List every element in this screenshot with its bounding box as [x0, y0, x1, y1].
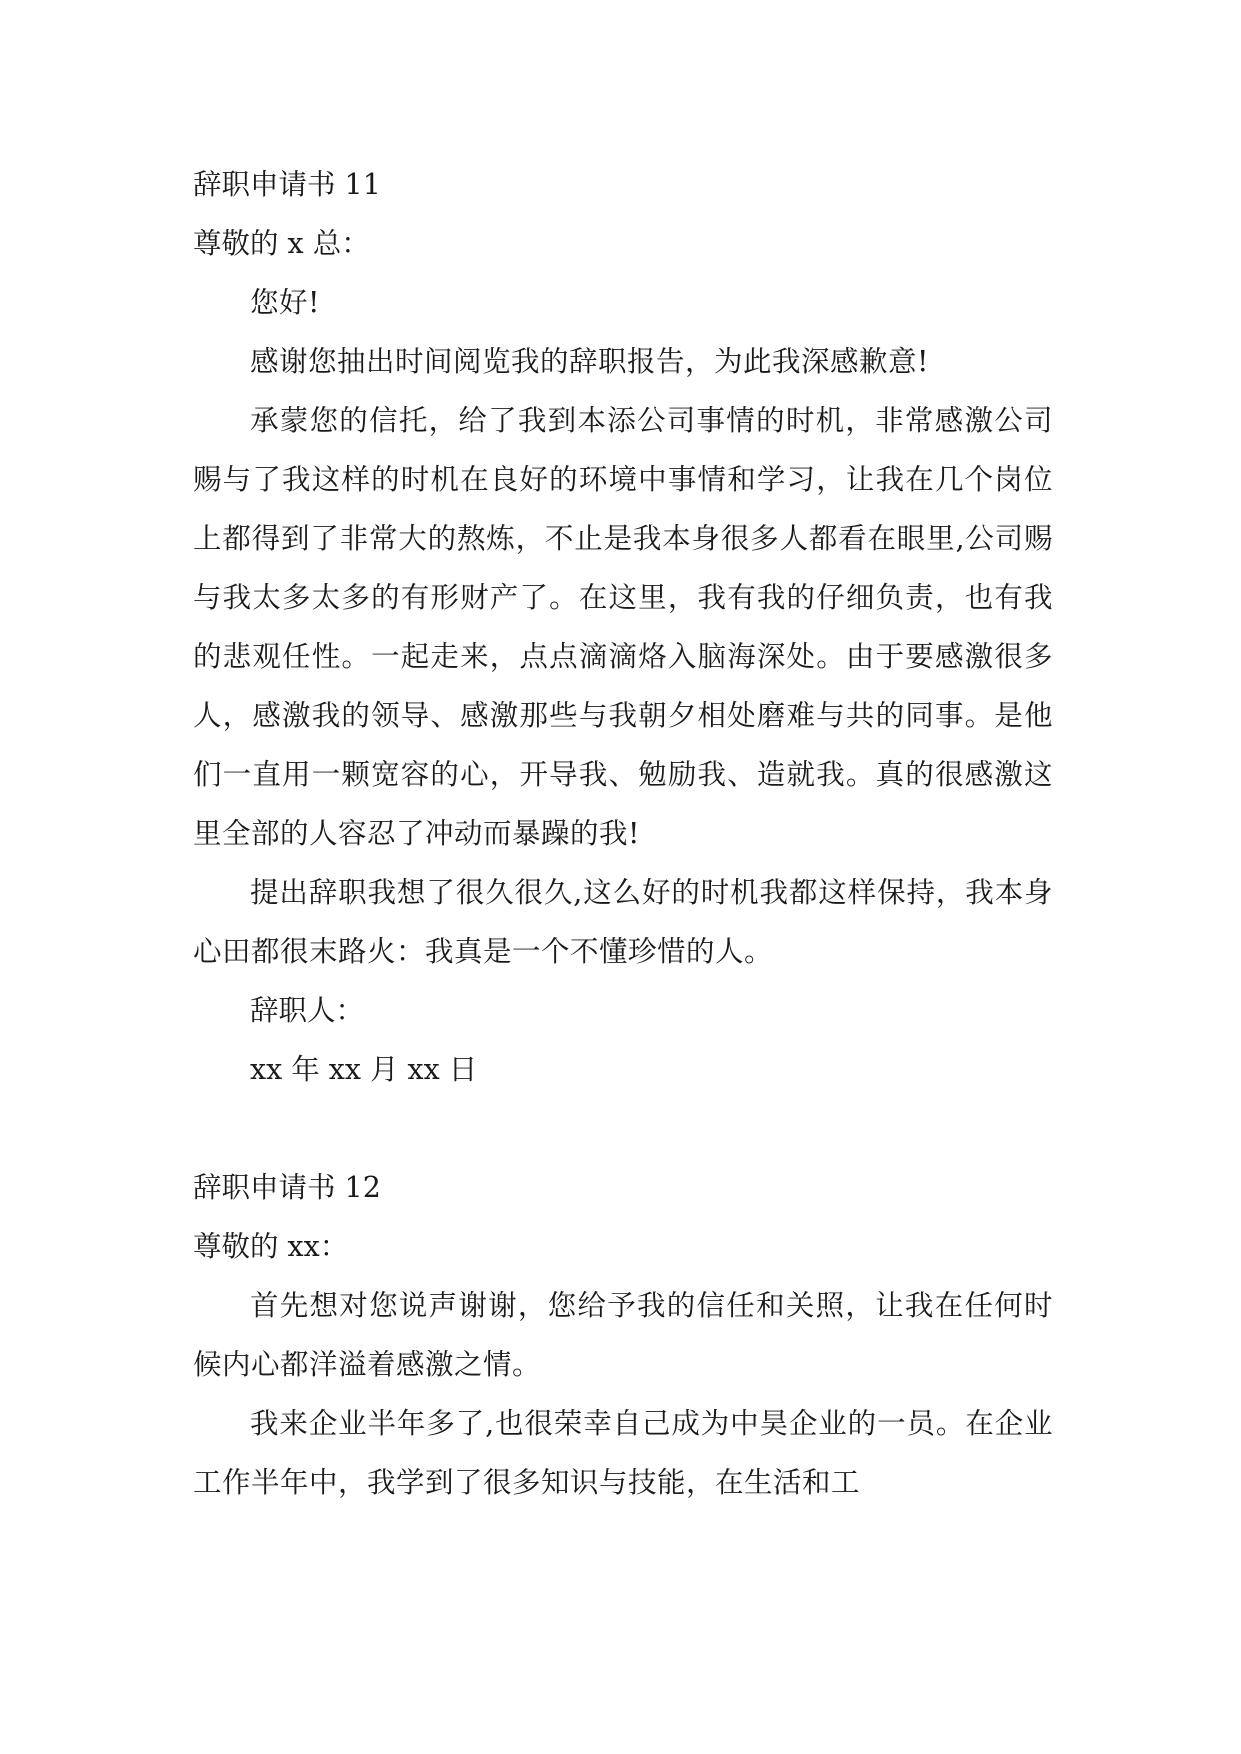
- letter-salutation: 尊敬的 x 总：: [193, 227, 370, 260]
- letter-title: 辞职申请书 12: [193, 1171, 381, 1204]
- letter-date: xx 年 xx 月 xx 日: [250, 1053, 478, 1086]
- paragraph-gratitude: 承蒙您的信托，给了我到本添公司事情的时机，非常感激公司赐与了我这样的时机在良好的环境中事情和学习，让我在几个岗位上都得到了非常大的熬炼，不止是我本身很多人都看在眼里,公司赐与我太多太多的有形财产了。在这里，我有我的仔细负责，也有我的悲观任性。一起走来，点点滴滴烙入脑海深处。由于要感激很多人，感激我的领导、感激那些与我朝夕相处磨难与共的同事。是他们一直用一颗宽容的心，开导我、勉励我、造就我。真的很感激这里全部的人容忍了冲动而暴躁的我!: [193, 404, 1053, 850]
- resignation-letter-11: [193, 155, 1053, 1099]
- signer-label: 辞职人：: [250, 994, 365, 1027]
- paragraph-reason: 提出辞职我想了很久很久,这么好的时机我都这样保持，我本身心田都很末路火：我真是一个不懂珍惜的人。: [193, 876, 1053, 968]
- document-body: [193, 155, 1053, 1512]
- paragraph-experience: 我来企业半年多了,也很荣幸自己成为中昊企业的一员。在企业工作半年中，我学到了很多知识与技能，在生活和工: [193, 1407, 1053, 1499]
- paragraph-thanks: 感谢您抽出时间阅览我的辞职报告，为此我深感歉意!: [250, 345, 929, 378]
- section-gap: [193, 1099, 1053, 1158]
- paragraph-greeting: 您好!: [250, 286, 320, 319]
- letter-salutation: 尊敬的 xx：: [193, 1230, 349, 1263]
- letter-title: 辞职申请书 11: [193, 168, 381, 201]
- paragraph-thanks: 首先想对您说声谢谢，您给予我的信任和关照，让我在任何时候内心都洋溢着感激之情。: [193, 1289, 1053, 1381]
- resignation-letter-12: [193, 1158, 1053, 1512]
